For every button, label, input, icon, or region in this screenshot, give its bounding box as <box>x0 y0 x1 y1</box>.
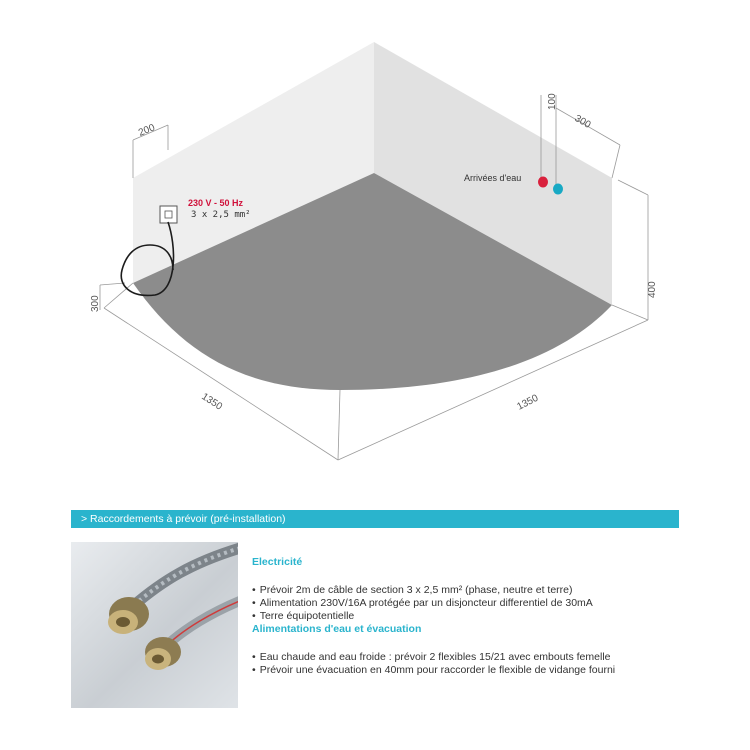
electricity-title: Electricité <box>252 556 303 568</box>
dim-height-left: 300 <box>90 295 101 312</box>
brass-nut-2 <box>145 637 181 670</box>
outlet-cable-section: 3 x 2,5 mm² <box>191 210 251 220</box>
flexible-hoses-photo <box>71 542 238 708</box>
list-item: • Alimentation 230V/16A protégée par un disjoncteur differentiel de 30mA <box>252 597 682 610</box>
outlet-box <box>160 206 177 223</box>
dim-outlet-offset: 200 <box>137 122 157 139</box>
dim-height-right: 400 <box>647 281 658 298</box>
outlet-voltage: 230 V - 50 Hz <box>188 198 244 208</box>
dim-water-offset-height: 100 <box>547 93 558 110</box>
hot-water-inlet <box>538 177 548 188</box>
braided-hose-1 <box>133 546 238 606</box>
dim-width-right: 1350 <box>515 392 541 413</box>
electricity-list <box>252 584 682 623</box>
list-item: • Eau chaude and eau froide : prévoir 2 flexibles 15/21 avec embouts femelle <box>252 651 682 664</box>
water-list <box>252 651 682 677</box>
list-item: • Prévoir 2m de câble de section 3 x 2,5 mm² (phase, neutre et terre) <box>252 584 682 597</box>
requirements-text <box>252 556 682 677</box>
list-item: • Prévoir une évacuation en 40mm pour raccorder le flexible de vidange fourni <box>252 664 682 677</box>
section-banner: > Raccordements à prévoir (pré-installation) <box>71 510 679 528</box>
braided-hose-2 <box>166 598 238 646</box>
list-item: • Terre équipotentielle <box>252 610 682 623</box>
dim-water-offset-side: 300 <box>572 113 593 131</box>
water-title: Alimentations d'eau et évacuation <box>252 623 422 635</box>
brass-nut-1 <box>108 597 149 634</box>
dim-width-left: 1350 <box>199 391 225 413</box>
cold-water-inlet <box>553 184 563 195</box>
water-inlets-label: Arrivées d'eau <box>464 173 522 183</box>
